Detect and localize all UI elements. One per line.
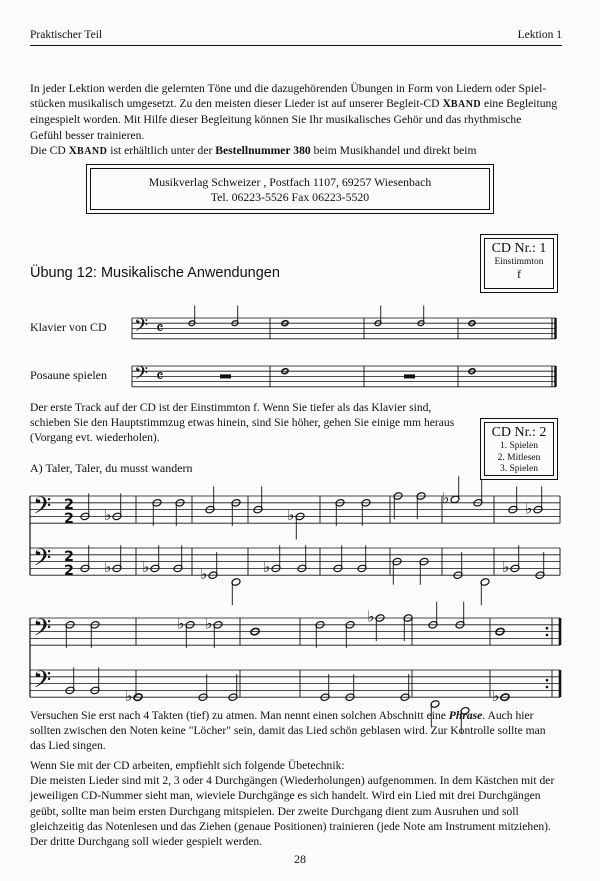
time-signature-top: 2 [64, 496, 74, 513]
outro-paragraph-1 [30, 708, 575, 754]
bass-clef: 𝄢 [33, 490, 52, 525]
staff-label-top: Klavier von CD [30, 320, 107, 334]
flat-sign: ♭ [205, 614, 213, 633]
half-rest [404, 374, 415, 378]
common-time: 𝄴 [156, 367, 164, 388]
outro-line: Der dritte Durchgang soll wieder gespielt werden. [30, 835, 263, 849]
time-signature-top: 2 [64, 548, 74, 565]
outro-line: Wenn Sie mit der CD arbeiten, empfiehlt sich folgende Übetechnik: [30, 759, 345, 772]
flat-sign: ♭ [263, 558, 271, 577]
repeat-dot [546, 679, 549, 682]
outro-line: Die meisten Lieder sind mit 2, 3 oder 4 Durchgängen (Wiederholungen) aufgenommen. In dem Kästchen mit der [30, 774, 555, 788]
running-header-left: Praktischer Teil [30, 29, 103, 41]
exercise-staves [132, 306, 556, 389]
time-signature-bottom: 2 [64, 562, 74, 579]
flat-sign: ♭ [177, 614, 185, 633]
bass-clef: 𝄢 [33, 542, 52, 577]
exercise-title: Übung 12: Musikalische Anwendungen [30, 265, 280, 281]
tuning-line: (Vorgang evt. wiederholen). [30, 431, 160, 445]
outro-line: das Lied singen. [30, 739, 106, 753]
outro-line: Versuchen Sie erst nach 4 Takten (tief) zu atmen. Man nennt einen solchen Abschnitt eine Phrase. Auch hier [30, 709, 534, 722]
outro-line: geübt, sollte man beim ersten Durchgang mitspielen. Der zweite Durchgang dient zum Ausruhen und soll [30, 804, 519, 818]
cd-title: CD Nr.: 1 [491, 241, 547, 256]
running-header-right: Lektion 1 [517, 29, 562, 41]
tuning-line: Der erste Track auf der CD ist der Einstimmton f. Wenn Sie tiefer als das Klavier sind, [30, 401, 432, 414]
outro-line: gleichzeitig das Notenlesen und das Ziehen (genaue Positionen) trainieren (jede Note am Instrument mitziehen). [30, 819, 551, 833]
address-line: Musikverlag Schweizer , Postfach 1107, 69257 Wiesenbach [148, 175, 432, 189]
flat-sign: ♭ [287, 506, 295, 525]
song-staves [30, 476, 560, 734]
cd-item: 3. Spielen [500, 464, 538, 474]
brand-band: BAND [450, 99, 482, 111]
repeat-dot [546, 634, 549, 637]
flat-sign: ♭ [104, 558, 112, 577]
flat-sign: ♭ [104, 506, 112, 525]
cd-item: 1. Spielen [500, 441, 538, 451]
flat-sign: ♭ [125, 686, 133, 705]
cd-line: f [517, 266, 521, 281]
half-rest [220, 374, 231, 378]
flat-sign: ♭ [502, 558, 510, 577]
outro-line: sollten zwischen den Noten keine "Löcher" sein, damit das Lied schön geblasen wird. Zur Kontrolle sollte man [30, 724, 546, 738]
bass-clef: 𝄢 [33, 612, 52, 647]
flat-sign: ♭ [442, 489, 450, 508]
cd-item: 2. Mitlesen [497, 452, 541, 463]
staff-label-bottom: Posaune spielen [30, 368, 107, 382]
page-number: 28 [294, 852, 306, 866]
time-signature-bottom: 2 [64, 510, 74, 527]
brand-x: X [442, 97, 451, 111]
intro-line: In jeder Lektion werden die gelernten Töne und die dazugehörenden Übungen in Form von Liedern oder Spiel- [30, 82, 547, 95]
repeat-dot [546, 627, 549, 630]
flat-sign: ♭ [200, 564, 208, 583]
cd-title: CD Nr.: 2 [491, 425, 547, 440]
flat-sign: ♭ [367, 607, 375, 626]
outro-paragraph-2 [30, 758, 575, 849]
flat-sign: ♭ [142, 558, 150, 577]
tuning-line: schieben Sie den Hauptstimmzug etwas hinein, sind Sie höher, gehen Sie einige mm heraus [30, 416, 455, 430]
intro-line: eingespielt worden. Mit Hilfe dieser Begleitung können Sie Ihr musikalisches Gehör und das rhythmische [30, 113, 522, 127]
common-time: 𝄴 [156, 319, 164, 340]
repeat-dot [546, 686, 549, 689]
bass-clef: 𝄢 [134, 363, 149, 389]
flat-sign: ♭ [525, 499, 533, 518]
song-title: A) Taler, Taler, du musst wandern [30, 461, 193, 475]
intro-line: Gefühl besser trainieren. [30, 128, 145, 142]
phone-line: Tel. 06223-5526 Fax 06223-5520 [210, 190, 370, 204]
phrase-term: Phrase [448, 709, 483, 722]
cd-line: Einstimmton [494, 257, 544, 267]
intro-line: stücken musikalisch umgesetzt. Zu den meisten dieser Lieder ist auf unserer Begleit-CD XBAND eine Begleitung [30, 97, 558, 111]
order-number: Bestellnummer 380 [215, 143, 311, 157]
bass-clef: 𝄢 [134, 315, 149, 341]
outro-line: jeweiligen CD-Nummer sieht man, wieviele Durchgänge es sich handelt. Wird ein Lied mit drei Durchgängen [30, 789, 541, 803]
intro-line: Die CD XBAND ist erhältlich unter der Bestellnummer 380 beim Musikhandel und direkt beim [30, 143, 477, 157]
bass-clef: 𝄢 [33, 664, 52, 699]
flat-sign: ♭ [492, 686, 500, 705]
